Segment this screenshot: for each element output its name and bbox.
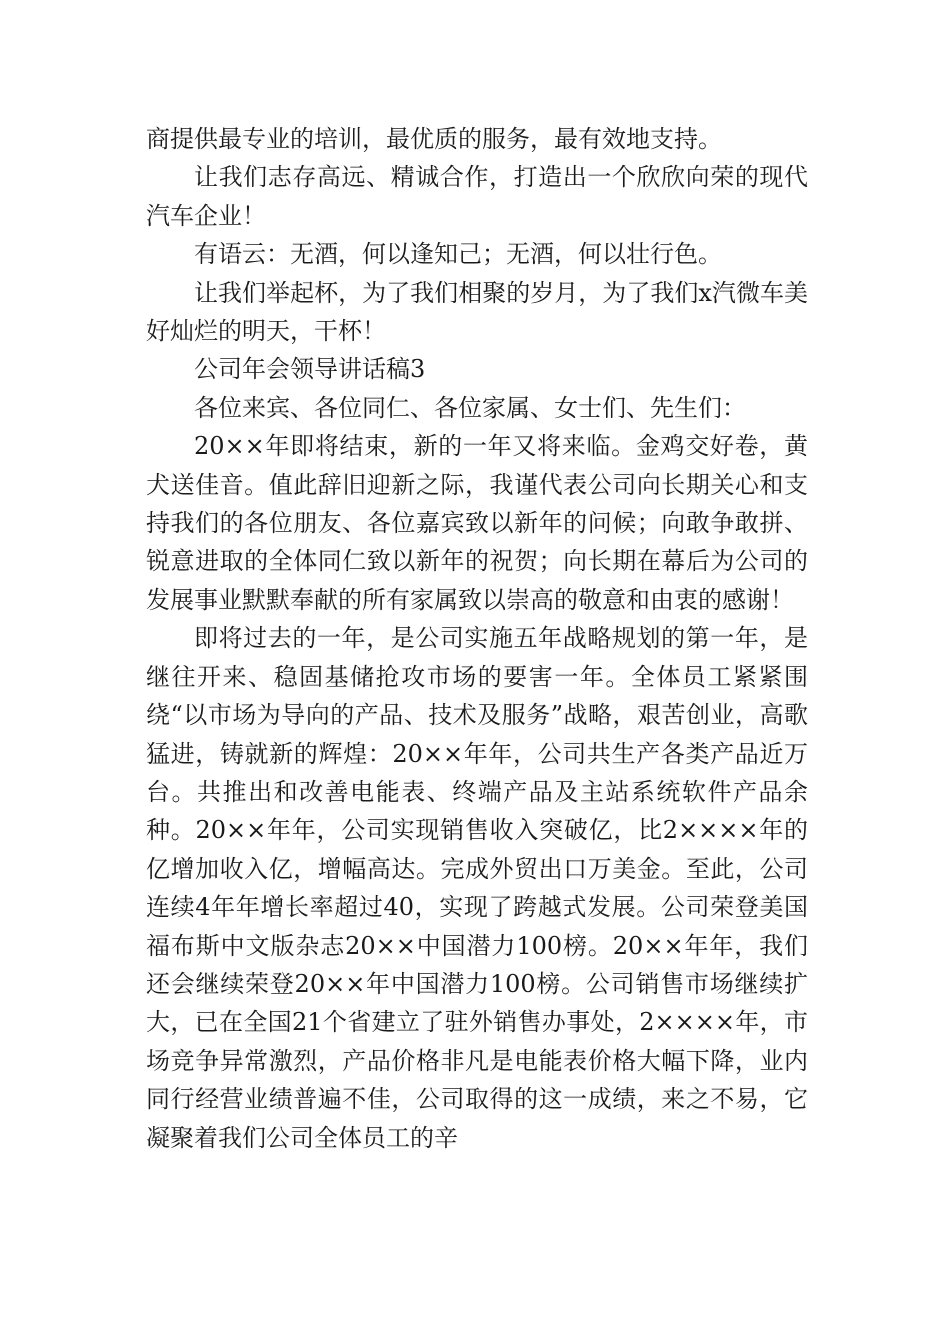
paragraph-7: 20××年即将结束，新的一年又将来临。金鸡交好卷，黄犬送佳音。值此辞旧迎新之际，我谨代表公司向长期关心和支持我们的各位朋友、各位嘉宾致以新年的问候；向敢争敢拼、锐意进取的全体同仁致以新年的祝贺；向长期在幕后为公司的发展事业默默奉献的所有家属致以崇高的敬意和由衷的感谢！: [146, 432, 808, 614]
salutation: 各位来宾、各位同仁、各位家属、女士们、先生们：: [194, 393, 746, 422]
document-body: [146, 120, 808, 1157]
paragraph-2: 让我们志存高远、精诚合作，打造出一个欣欣向荣的现代汽车企业！: [146, 163, 808, 230]
section-heading: 公司年会领导讲话稿3: [194, 355, 426, 384]
paragraph-3: 有语云：无酒，何以逢知己；无酒，何以壮行色。: [194, 240, 722, 269]
paragraph-1: 商提供最专业的培训，最优质的服务，最有效地支持。: [146, 125, 722, 153]
paragraph-8: 即将过去的一年，是公司实施五年战略规划的第一年，是继往开来、稳固基储抢攻市场的要害一年。全体员工紧紧围绕“以市场为导向的产品、技术及服务”战略，艰苦创业，高歌猛进，铸就新的辉煌：20××年年，公司共生产各类产品近万台。共推出和改善电能表、终端产品及主站系统软件产品余种。20××年年，公司实现销售收入突破亿，比2××××年的亿增加收入亿，增幅高达。完成外贸出口万美金。至此，公司连续4年年增长率超过40，实现了跨越式发展。公司荣登美国福布斯中文版杂志20××中国潜力100榜。20××年年，我们还会继续荣登20××年中国潜力100榜。公司销售市场继续扩大，已在全国21个省建立了驻外销售办事处，2××××年，市场竞争异常激烈，产品价格非凡是电能表价格大幅下降，业内同行经营业绩普遍不佳，公司取得的这一成绩，来之不易，它凝聚着我们公司全体员工的辛: [146, 624, 808, 1152]
paragraph-4: 让我们举起杯，为了我们相聚的岁月，为了我们x汽微车美好灿烂的明天，干杯！: [146, 278, 808, 346]
